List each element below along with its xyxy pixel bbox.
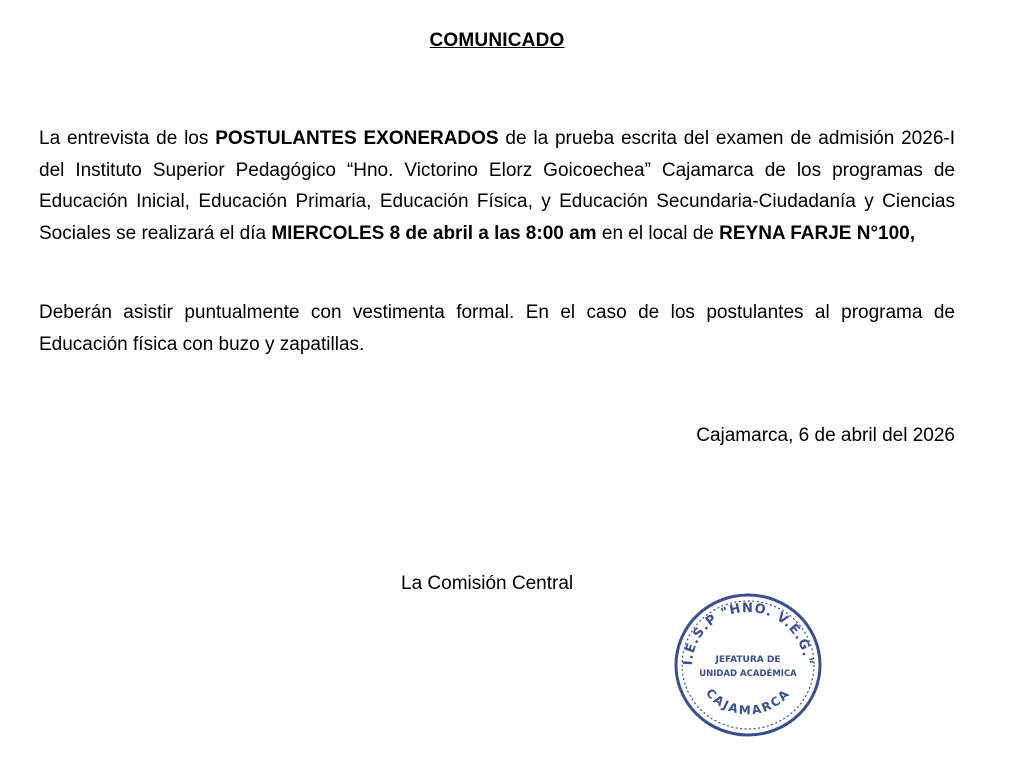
paragraph-text: de la prueba escrita del examen de admisión 2026-I del Instituto Superior Pedagógico “Hno. Victorino Elorz Goicoechea” Cajamarca de los programas de Educación Inicial, Educación Primaria, Educación Física, y Educación Secundaria-Ciudadanía y Ciencias Sociales se realizará el día	[39, 128, 955, 244]
seal-top-text: I.E.S.P "HNO. V.E.G."	[680, 600, 816, 666]
signature-line: La Comisión Central	[401, 573, 574, 594]
paragraph-text: en el local de	[596, 222, 720, 244]
seal-center-line1: JEFATURA DE	[715, 655, 781, 665]
date-line: Cajamarca, 6 de abril del 2026	[696, 425, 955, 446]
paragraph-text: La entrevista de los	[39, 128, 216, 149]
official-seal	[672, 590, 824, 740]
seal-bottom-text: CAJAMARCA	[703, 685, 793, 718]
document-title: COMUNICADO	[429, 30, 565, 51]
emphasis-applicants: POSTULANTES EXONERADOS	[215, 128, 499, 149]
announcement-paragraph	[39, 123, 955, 249]
seal-center-line2: UNIDAD ACADÉMICA	[699, 669, 797, 679]
svg-text:CAJAMARCA	[703, 686, 793, 718]
dress-code-paragraph: Deberán asistir puntualmente con vestimenta formal. En el caso de los postulantes al programa de Educación física con buzo y zapatillas.	[39, 302, 955, 355]
emphasis-location: REYNA FARJE N°100,	[719, 222, 916, 244]
emphasis-date-time: MIERCOLES 8 de abril a las 8:00 am	[271, 222, 597, 244]
